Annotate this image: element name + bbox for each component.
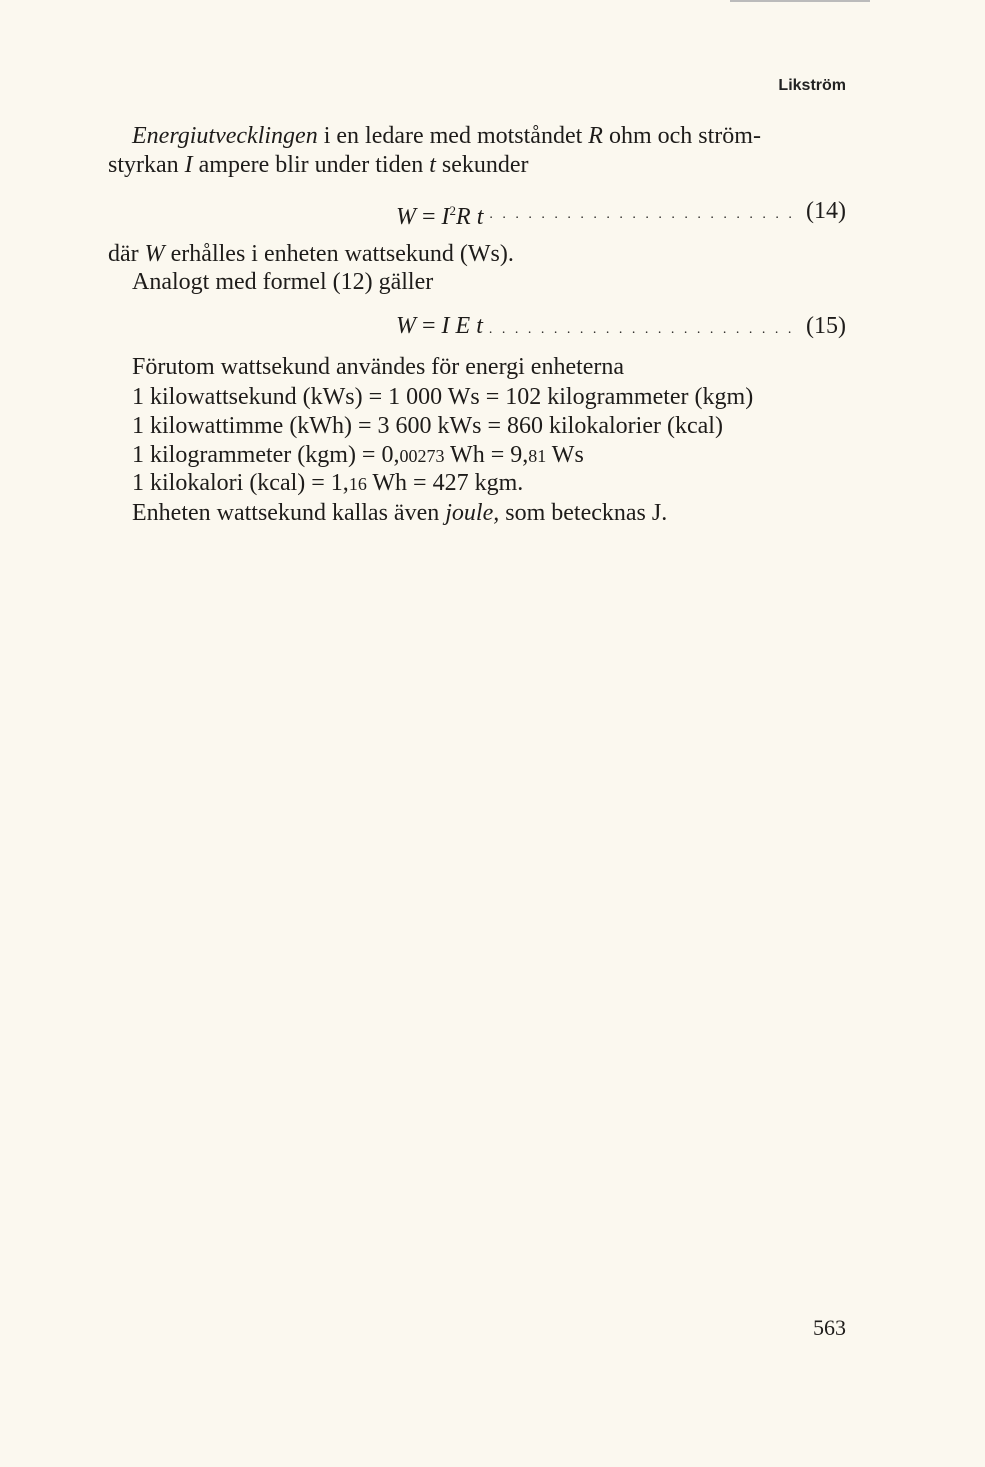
text: Ws: [546, 442, 584, 468]
text: där: [108, 241, 145, 267]
text: i en ledare med motståndet: [317, 123, 589, 149]
decimals: 16: [348, 474, 367, 494]
eq-lhs: W: [396, 313, 416, 339]
text: styrkan: [108, 152, 185, 178]
var-r: R: [588, 123, 603, 149]
text: sekunder: [435, 152, 529, 178]
unit-line-kwh: 1 kilowattimme (kWh) = 3 600 kWs = 860 kilokalorier (kcal): [132, 413, 723, 439]
decimals: 81: [528, 446, 547, 466]
equation-number: (15): [806, 313, 846, 339]
text: ampere blir under tiden: [192, 152, 430, 178]
eq-rest: R t: [456, 204, 484, 230]
text: erhålles i enheten wattsekund (Ws).: [164, 241, 514, 267]
eq-sign: =: [416, 313, 442, 339]
para2-line2: Analogt med formel (12) gäller: [132, 269, 434, 295]
var-i: I: [184, 152, 193, 178]
term-joule: joule,: [445, 500, 500, 526]
scan-edge-line: [730, 0, 870, 2]
leader-dots: [489, 312, 800, 344]
text: 1 kilogrammeter (kgm) = 0,: [132, 442, 400, 468]
para1-line1: [132, 122, 761, 150]
decimals: 00273: [399, 446, 445, 466]
eq-lhs: W: [396, 204, 416, 230]
equation-14: [396, 197, 846, 231]
unit-line-kws: 1 kilowattsekund (kWs) = 1 000 Ws = 102 kilogrammeter (kgm): [132, 384, 754, 410]
equation-15: [396, 312, 846, 344]
page-number: 563: [813, 1315, 846, 1340]
units-intro: Förutom wattsekund användes för energi enheterna: [132, 354, 625, 380]
text: Enheten wattsekund kallas även: [132, 500, 446, 526]
equation-number: (14): [806, 198, 846, 224]
unit-line-kgm: [132, 441, 584, 470]
text: som betecknas J.: [499, 500, 668, 526]
joule-line: [132, 499, 667, 527]
text: Wh = 427 kgm.: [366, 470, 524, 496]
running-header: Likström: [778, 77, 846, 94]
term-energiutvecklingen: Energiutvecklingen: [132, 123, 318, 149]
eq-rest: I E t: [441, 313, 483, 339]
text: Wh = 9,: [444, 442, 529, 468]
var-w: W: [144, 241, 165, 267]
para1-line2: [108, 151, 529, 179]
para2-line1: [108, 240, 514, 268]
text: ohm och ström-: [602, 123, 761, 149]
eq-var: I: [441, 204, 450, 230]
leader-dots: [489, 197, 800, 231]
eq-sign: =: [416, 204, 442, 230]
text: 1 kilokalori (kcal) = 1,: [132, 470, 349, 496]
eq-exponent: 2: [449, 203, 457, 218]
var-t: t: [429, 152, 436, 178]
unit-line-kcal: [132, 469, 523, 498]
